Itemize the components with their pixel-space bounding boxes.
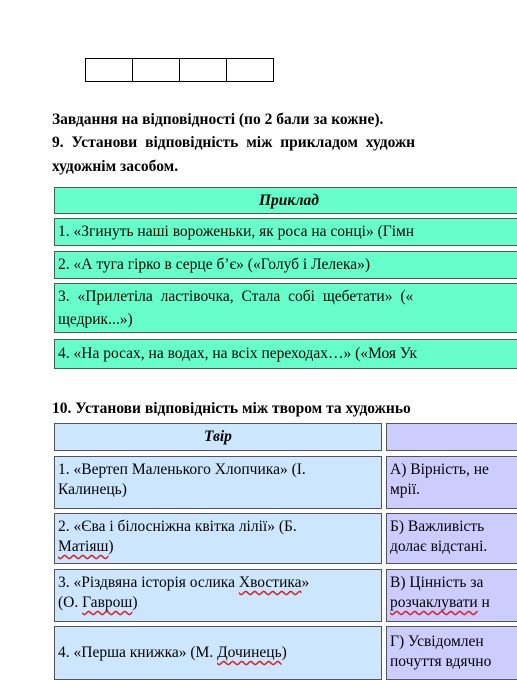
q10-right-4-line2: почуття вдячно xyxy=(390,653,492,670)
q10-right-4-line1: Г) Усвідомлен xyxy=(390,633,484,650)
q10-title: 10. Установи відповідність між твором та художньо xyxy=(52,400,411,417)
q10-left-3-line2-pre: (О. xyxy=(58,594,83,611)
q9-row-4: 4. «На росах, на водах, на всіх переходах…» («Моя Ук xyxy=(54,339,517,369)
q10-right-1-line2: мрії. xyxy=(390,481,421,498)
q10-right-4 xyxy=(386,626,517,680)
q10-left-4-post: ) xyxy=(281,644,287,661)
q10-header-left: Твір xyxy=(54,423,382,451)
task-heading: Завдання на відповідності (по 2 бали за кожне). xyxy=(52,111,384,128)
q10-left-4-line1 xyxy=(58,643,378,663)
answer-cell-4[interactable] xyxy=(227,59,273,81)
q10-left-2 xyxy=(54,513,382,564)
q10-right-2-line2: долає відстані. xyxy=(390,538,488,555)
q10-left-3-line1 xyxy=(58,573,378,593)
q10-right-3-line2 xyxy=(390,593,517,613)
q9-row-3-line1: 3. «Прилетіла ластівочка, Стала собі щебетати» (« xyxy=(58,288,414,305)
q9-row-1: 1. «Згинуть наші вороженьки, як роса на сонці» (Гімн xyxy=(54,218,517,246)
q10-left-3-post: » xyxy=(301,574,310,591)
q10-left-4-pre: 4. «Перша книжка» (М. xyxy=(58,644,218,661)
q10-left-2-line2 xyxy=(58,537,378,557)
answer-cell-2[interactable] xyxy=(133,59,180,81)
q9-title-line2: художнім засобом. xyxy=(52,158,179,175)
q10-right-3-line1: В) Цінність за xyxy=(390,574,484,591)
q10-left-3 xyxy=(54,569,382,622)
answer-grid[interactable] xyxy=(85,58,274,82)
q10-right-2-line1: Б) Важливість xyxy=(390,518,485,535)
q10-right-2 xyxy=(386,513,517,564)
q9-row-2: 2. «А туга гірко в серце б’є» («Голуб і Лелека») xyxy=(54,251,517,279)
q9-header: Приклад xyxy=(54,187,517,214)
q10-left-1-line2: Калинець) xyxy=(58,481,127,498)
q10-left-4 xyxy=(54,626,382,680)
q10-left-3-line2-rest: ) xyxy=(132,594,138,611)
q10-left-3-line2 xyxy=(58,593,378,613)
q10-left-3-pre: 3. «Різдвяна історія ослика xyxy=(58,574,239,591)
q10-right-1 xyxy=(386,456,517,509)
answer-cell-1[interactable] xyxy=(86,59,133,81)
q10-left-2-line1: 2. «Єва і білосніжна квітка лілії» (Б. xyxy=(58,518,297,535)
q9-title-line1: 9. Установи відповідність між прикладом художн xyxy=(52,134,416,151)
q10-left-2-author: Матіяш xyxy=(58,538,109,555)
q10-left-2-paren: ) xyxy=(108,538,114,555)
q10-left-3-title-word: Хвостика xyxy=(238,574,302,591)
q10-right-3-word: розчаклувати xyxy=(390,594,478,611)
q9-row-3-line2: щедрик...») xyxy=(58,311,133,328)
q10-left-3-author: Гаврош xyxy=(82,594,133,611)
q10-left-1-line1: 1. «Вертеп Маленького Хлопчика» (І. xyxy=(58,461,306,478)
q10-right-3-rest: н xyxy=(477,594,490,611)
q9-row-3 xyxy=(54,283,517,333)
q10-left-1 xyxy=(54,456,382,509)
q10-right-1-line1: А) Вірність, не xyxy=(390,461,489,478)
q10-left-4-author: Дочинець xyxy=(217,644,282,661)
q10-header-right xyxy=(386,423,517,451)
answer-cell-3[interactable] xyxy=(180,59,227,81)
q10-right-3 xyxy=(386,569,517,622)
